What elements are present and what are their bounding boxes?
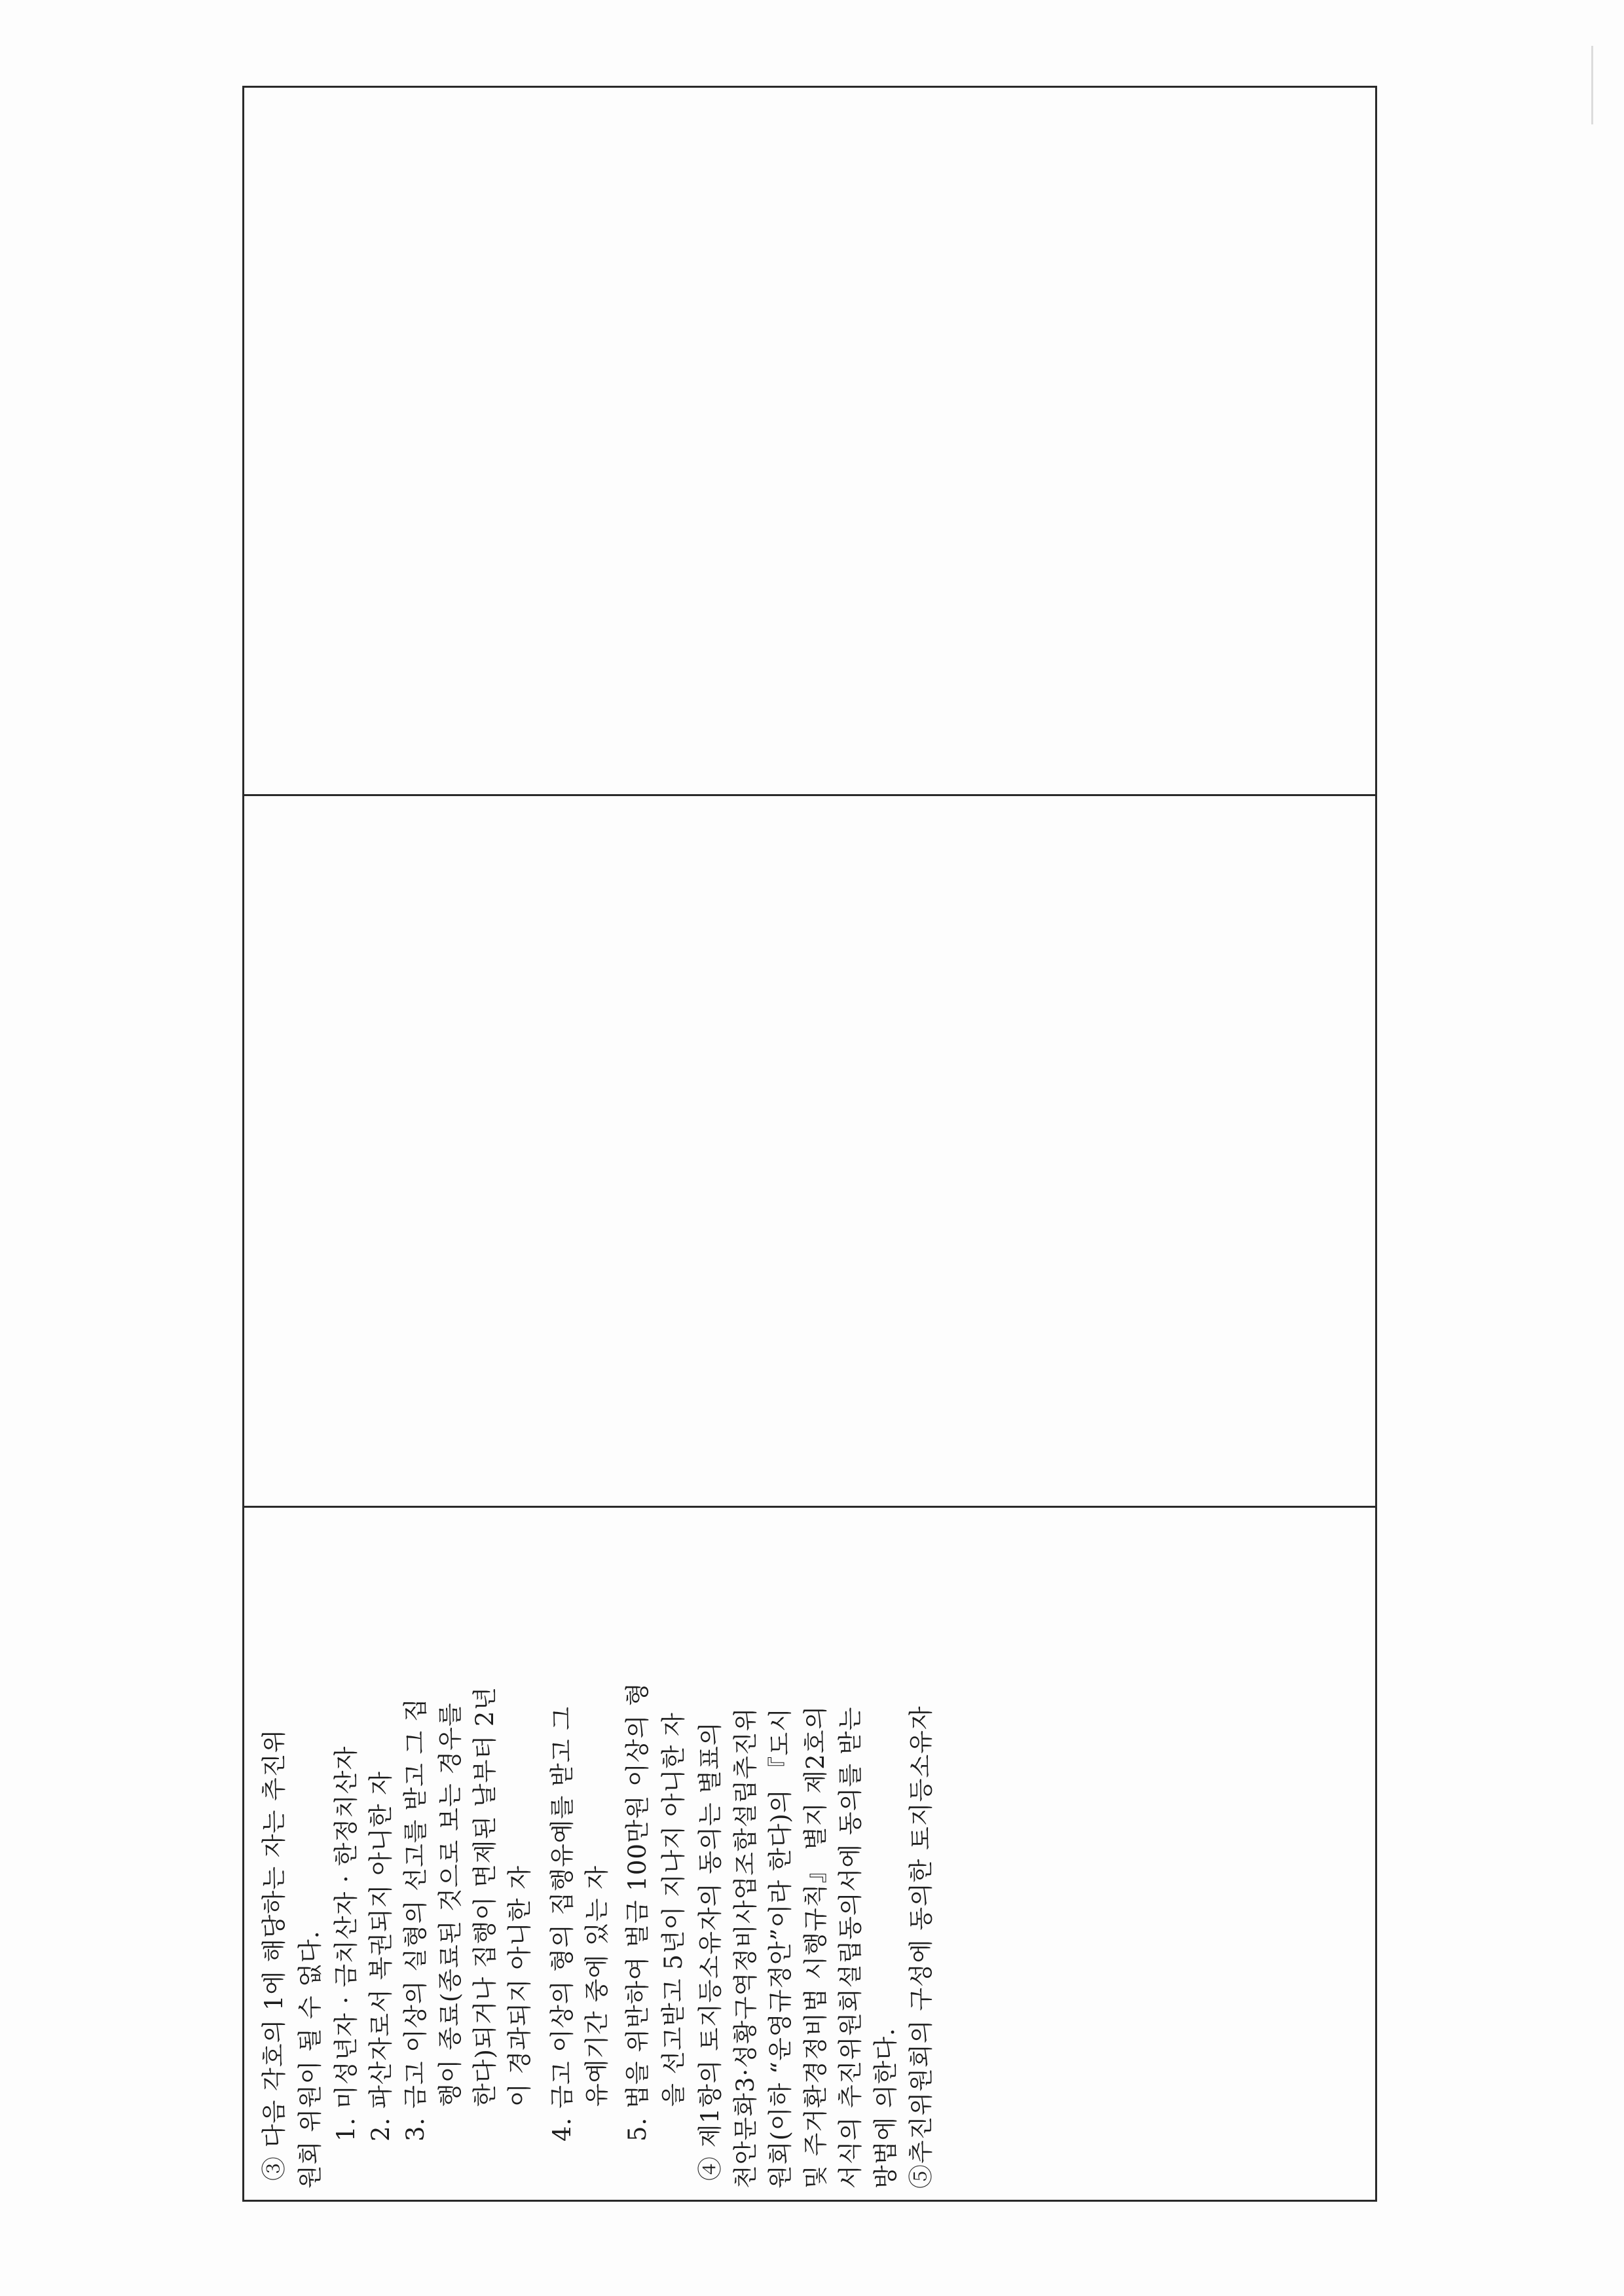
scan-edge-mark <box>1591 46 1593 124</box>
text-line-7: 한다)되거나 집행이 면제된 날부터 2년 <box>471 1686 499 2107</box>
text-line-10: 유예기간 중에 있는 자 <box>583 1865 611 2107</box>
text-line-4: 2. 파산자로서 복권되지 아니한 자 <box>367 1771 395 2141</box>
table-divider-upper <box>242 794 1377 796</box>
text-line-9: 4. 금고 이상의 형의 집행유예를 받고 그 <box>548 1706 576 2141</box>
text-line-5: 3. 금고 이상의 실형의 선고를 받고 그 집 <box>401 1698 430 2141</box>
text-line-11: 5. 법을 위반하여 벌금 100만원 이상의 형 <box>623 1682 652 2141</box>
text-line-8: 이 경과되지 아니한 자 <box>506 1865 534 2107</box>
rotated-text-block <box>259 1514 1365 2189</box>
text-line-13: ④ 제1항의 토지등소유자의 동의는 별표의 <box>696 1721 724 2181</box>
text-line-17: 서식의 추진위원회설립동의서에 동의를 받는 <box>836 1706 864 2189</box>
text-line-6: 행이 종료(종료된 것으로 보는 경우를 <box>436 1702 464 2107</box>
text-line-15: 원회(이하 “운영규정안”이라 한다)의 『도시 <box>766 1707 794 2189</box>
text-line-19: ⑤추진위원회의 구성에 동의한 토지등소유자 <box>907 1705 935 2189</box>
text-line-2: 원회 위원이 될 수 없다. <box>296 1930 324 2189</box>
text-line-18: 방법에 의한다. <box>872 2028 900 2189</box>
text-line-1: ③ 다음 각호의 1에 해당하는 자는 추진위 <box>260 1728 288 2181</box>
text-line-12: 을 선고받고 5년이 지나지 아니한 자 <box>659 1712 688 2107</box>
table-divider-lower <box>242 1506 1377 1508</box>
text-line-3: 1. 미성년자 · 금치산자 · 한정치산자 <box>332 1745 360 2141</box>
text-line-16: 및 주거환경정비법 시행규칙』 별지 제2호의 <box>802 1705 830 2189</box>
text-line-14: 천안문화3·성황구역정비사업조합설립추진위 <box>731 1707 760 2189</box>
